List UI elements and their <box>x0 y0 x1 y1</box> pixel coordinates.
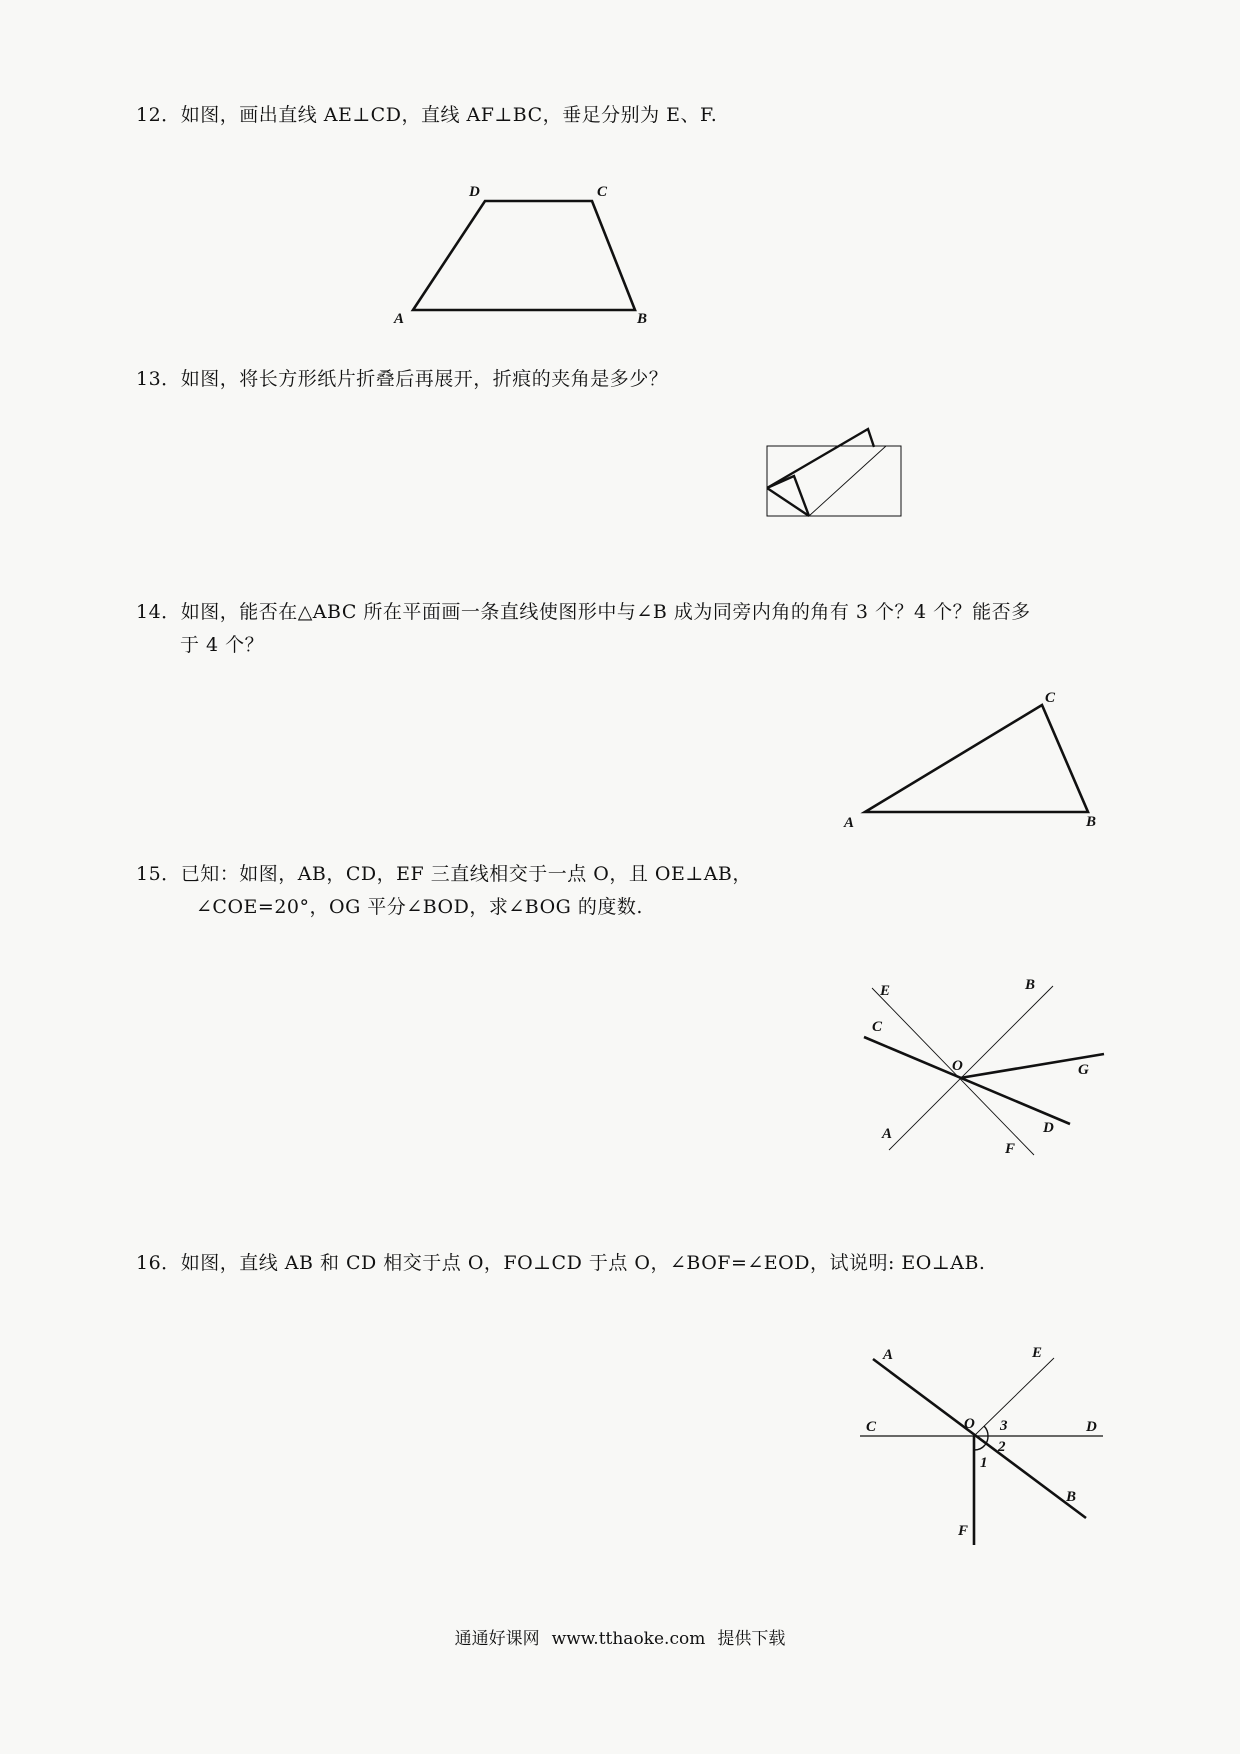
label-D: D <box>1086 1419 1097 1435</box>
figure-triangle <box>840 690 1120 830</box>
label-F: F <box>958 1523 969 1539</box>
figure-perpendicular-lines <box>850 1335 1120 1555</box>
label-E: E <box>880 983 891 999</box>
trapezoid-abcd <box>413 201 635 310</box>
problem-14 <box>136 596 1031 662</box>
label-A: A <box>844 815 855 831</box>
page-footer <box>0 1624 1240 1649</box>
figure-trapezoid <box>390 180 670 330</box>
label-A: A <box>394 311 405 327</box>
footer-suffix: 提供下载 <box>717 1629 786 1649</box>
angle-label-1: 1 <box>980 1455 988 1471</box>
problem-text: 如图，将长方形纸片折叠后再展开，折痕的夹角是多少？ <box>180 368 669 390</box>
label-D: D <box>469 184 480 200</box>
figure-folded-rectangle <box>760 425 910 525</box>
problem-16 <box>136 1247 985 1280</box>
problem-text: 如图，直线 AB 和 CD 相交于点 O，FO⊥CD 于点 O，∠BOF=∠EOD，试说明: EO⊥AB. <box>180 1252 986 1274</box>
label-B: B <box>1086 814 1097 830</box>
problem-number: 12． <box>136 104 181 126</box>
label-O: O <box>964 1416 975 1432</box>
folded-corner <box>767 476 809 516</box>
line-AB <box>889 986 1053 1150</box>
angle-arc-3 <box>984 1426 988 1436</box>
label-C: C <box>866 1419 877 1435</box>
footer-url[interactable]: www.tthaoke.com <box>551 1629 706 1649</box>
angle-label-2: 2 <box>998 1439 1006 1455</box>
problem-12 <box>136 99 717 132</box>
label-B: B <box>1066 1489 1077 1505</box>
angle-label-3: 3 <box>1000 1418 1008 1434</box>
problem-number: 14． <box>136 601 181 623</box>
label-F: F <box>1005 1141 1016 1157</box>
problem-text-line1: 已知：如图，AB，CD，EF 三直线相交于一点 O，且 OE⊥AB， <box>180 863 752 885</box>
problem-15 <box>136 858 752 924</box>
paper-rectangle <box>767 446 901 516</box>
problem-13 <box>136 363 668 396</box>
figure-three-lines <box>850 970 1120 1170</box>
problem-text-line2: 于 4 个？ <box>180 634 265 656</box>
angle-arc-1 <box>974 1445 985 1450</box>
label-A: A <box>882 1126 893 1142</box>
label-C: C <box>872 1019 883 1035</box>
label-O: O <box>952 1058 963 1074</box>
line-AB <box>873 1359 1086 1518</box>
footer-site-name: 通通好课网 <box>454 1629 540 1649</box>
problem-text-line2: ∠COE=20°，OG 平分∠BOD，求∠BOG 的度数. <box>196 896 643 918</box>
ray-OE <box>974 1358 1054 1436</box>
label-B: B <box>637 311 648 327</box>
triangle-abc <box>865 705 1088 812</box>
label-G: G <box>1078 1062 1089 1078</box>
label-B: B <box>1025 977 1036 993</box>
problem-number: 13． <box>136 368 181 390</box>
label-D: D <box>1043 1120 1054 1136</box>
label-C: C <box>1045 690 1056 706</box>
problem-number: 15． <box>136 863 181 885</box>
line-CD <box>864 1037 1070 1124</box>
label-E: E <box>1032 1345 1043 1361</box>
label-A: A <box>883 1347 894 1363</box>
label-C: C <box>597 184 608 200</box>
folded-flap <box>767 429 874 488</box>
problem-number: 16． <box>136 1252 181 1274</box>
problem-text-line1: 如图，能否在△ABC 所在平面画一条直线使图形中与∠B 成为同旁内角的角有 3 个？4 个？能否多 <box>180 601 1031 623</box>
problem-text: 如图，画出直线 AE⊥CD，直线 AF⊥BC，垂足分别为 E、F. <box>180 104 718 126</box>
